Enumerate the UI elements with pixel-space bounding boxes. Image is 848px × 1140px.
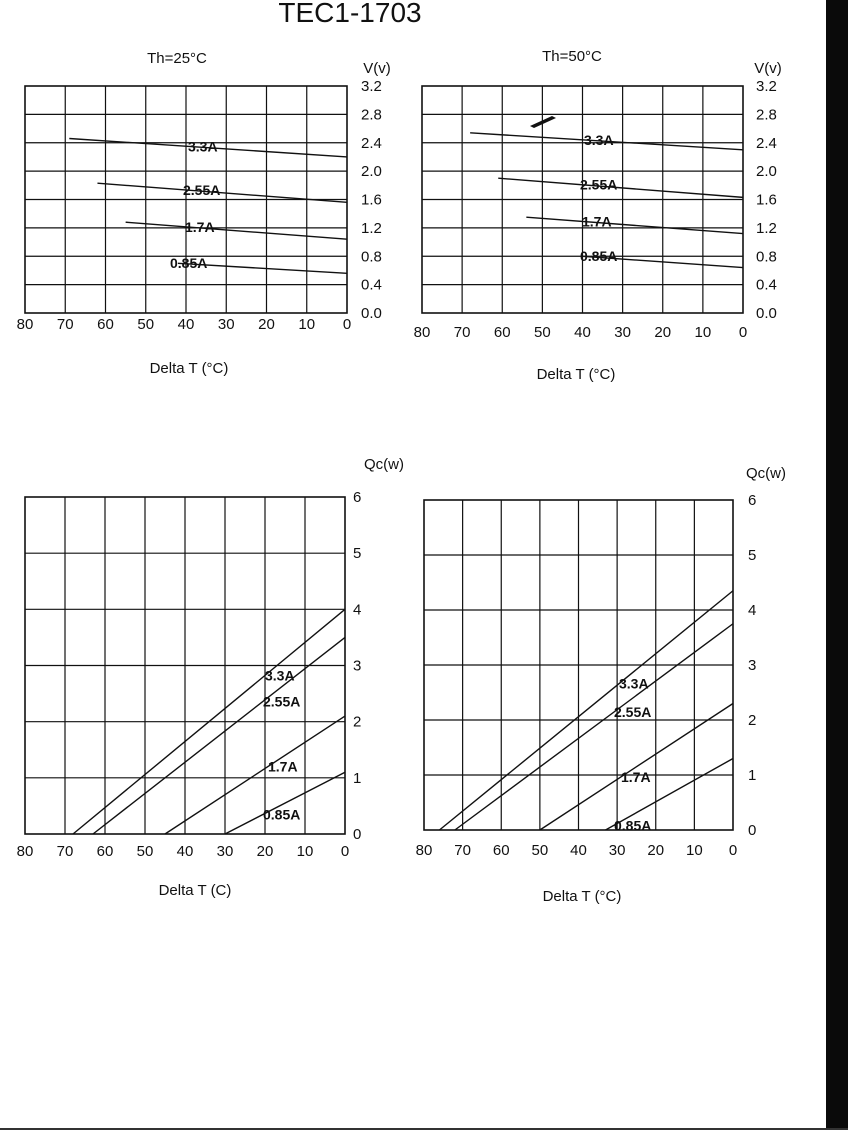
x-axis-label: Delta T (°C)	[542, 888, 622, 905]
x-tick-label: 30	[614, 324, 631, 341]
series-label-0.85A: 0.85A	[263, 806, 301, 823]
y-tick-label: 1.6	[361, 191, 382, 209]
series-label-0.85A: 0.85A	[170, 254, 208, 271]
y-tick-label: 3	[748, 657, 757, 674]
x-tick-label: 40	[177, 316, 195, 333]
y-tick-label: 2.0	[756, 163, 777, 181]
series-label-3.3A: 3.3A	[188, 138, 218, 155]
x-tick-label: 40	[176, 843, 194, 860]
x-tick-label: 70	[453, 324, 471, 341]
y-tick-label: 0.0	[361, 305, 382, 322]
x-tick-label: 10	[686, 842, 703, 859]
scan-border-right	[826, 0, 848, 1130]
series-label-0.85A: 0.85A	[614, 817, 652, 834]
y-tick-label: 1.2	[361, 219, 382, 237]
x-tick-label: 10	[296, 843, 314, 860]
chart-4	[416, 465, 786, 905]
x-tick-label: 50	[531, 842, 549, 859]
series-line-2.55A	[93, 637, 345, 834]
x-tick-label: 60	[493, 324, 511, 341]
y-tick-label: 3.2	[756, 78, 777, 95]
series-label-0.85A: 0.85A	[580, 248, 618, 265]
y-tick-label: 1.2	[756, 219, 777, 237]
chart-subtitle: Th=50°C	[542, 48, 602, 65]
x-axis-label: Delta T (°C)	[536, 366, 616, 383]
y-tick-label: 2	[748, 712, 757, 729]
series-line-1.7A	[165, 716, 345, 834]
x-tick-label: 20	[258, 316, 275, 333]
y-tick-label: 2.8	[361, 106, 382, 124]
x-tick-label: 60	[492, 842, 510, 859]
series-line-1.7A	[540, 704, 733, 834]
y-tick-label: 5	[353, 545, 362, 563]
chart-1	[17, 50, 391, 377]
x-tick-label: 20	[256, 843, 274, 860]
y-tick-label: 3	[353, 657, 362, 675]
y-tick-label: 2.8	[756, 106, 777, 124]
x-tick-label: 80	[16, 316, 34, 333]
y-axis-label: Qc(w)	[746, 465, 786, 482]
x-tick-label: 80	[415, 842, 433, 859]
y-tick-label: 1.6	[756, 191, 777, 209]
y-tick-label: 4	[353, 601, 362, 619]
x-tick-label: 30	[216, 843, 234, 860]
x-tick-label: 70	[56, 843, 74, 860]
x-tick-label: 0	[340, 843, 350, 860]
y-tick-label: 2.0	[361, 163, 382, 181]
y-tick-label: 0	[353, 826, 362, 843]
x-tick-label: 60	[97, 316, 114, 333]
y-tick-label: 2.4	[361, 134, 382, 152]
x-tick-label: 80	[16, 843, 34, 860]
series-line-0.85A	[225, 772, 345, 834]
x-tick-label: 50	[136, 843, 154, 860]
x-tick-label: 40	[570, 842, 587, 859]
x-tick-label: 40	[574, 324, 591, 341]
y-tick-label: 5	[748, 547, 757, 564]
x-tick-label: 80	[413, 324, 431, 341]
series-line-2.55A	[455, 624, 733, 830]
series-label-2.55A: 2.55A	[614, 704, 652, 721]
x-tick-label: 30	[608, 842, 626, 859]
y-tick-label: 1	[748, 767, 757, 784]
chart-subtitle: Th=25°C	[147, 50, 207, 67]
y-tick-label: 0	[748, 822, 757, 839]
scan-border-bottom	[0, 1128, 848, 1130]
y-tick-label: 2	[353, 713, 362, 731]
y-tick-label: 0.0	[756, 305, 777, 322]
series-line-1.7A	[126, 222, 347, 239]
x-tick-label: 70	[56, 316, 74, 333]
y-tick-label: 2.4	[756, 134, 777, 152]
x-tick-label: 10	[694, 324, 712, 341]
x-tick-label: 0	[728, 842, 738, 859]
series-line-1.7A	[526, 217, 743, 233]
series-line-2.55A	[498, 178, 743, 197]
y-tick-label: 1	[353, 769, 362, 787]
x-axis-label: Delta T (°C)	[149, 360, 229, 377]
y-tick-label: 4	[748, 602, 757, 619]
x-tick-label: 20	[654, 324, 672, 341]
x-tick-label: 10	[298, 316, 316, 333]
series-label-1.7A: 1.7A	[268, 758, 298, 775]
series-label-1.7A: 1.7A	[185, 218, 215, 235]
y-axis-label: V(v)	[754, 60, 782, 77]
page-title: TEC1-1703	[278, 0, 422, 28]
x-tick-label: 0	[738, 324, 748, 341]
y-axis-label: V(v)	[363, 60, 391, 77]
x-tick-label: 50	[137, 316, 155, 333]
y-tick-label: 6	[748, 492, 757, 509]
x-tick-label: 60	[96, 843, 114, 860]
series-label-2.55A: 2.55A	[183, 181, 221, 198]
series-label-3.3A: 3.3A	[619, 675, 649, 692]
scan-mark	[530, 116, 556, 128]
y-tick-label: 3.2	[361, 78, 382, 95]
series-label-3.3A: 3.3A	[584, 131, 614, 148]
y-tick-label: 6	[353, 489, 362, 506]
series-label-1.7A: 1.7A	[621, 768, 651, 785]
y-tick-label: 0.4	[756, 276, 777, 294]
series-label-2.55A: 2.55A	[580, 176, 618, 193]
series-label-2.55A: 2.55A	[263, 693, 301, 710]
series-label-3.3A: 3.3A	[265, 667, 295, 684]
y-axis-label: Qc(w)	[364, 456, 404, 473]
x-tick-label: 70	[454, 842, 471, 859]
x-axis-label: Delta T (C)	[158, 882, 232, 899]
y-tick-label: 0.8	[756, 248, 777, 266]
series-line-3.3A	[439, 591, 733, 830]
chart-2	[414, 48, 782, 383]
x-tick-label: 20	[647, 842, 665, 859]
x-tick-label: 30	[217, 316, 235, 333]
x-tick-label: 50	[534, 324, 551, 341]
y-tick-label: 0.8	[361, 248, 382, 266]
chart-3	[17, 456, 404, 899]
series-label-1.7A: 1.7A	[582, 213, 612, 230]
y-tick-label: 0.4	[361, 276, 382, 294]
x-tick-label: 0	[342, 316, 352, 333]
